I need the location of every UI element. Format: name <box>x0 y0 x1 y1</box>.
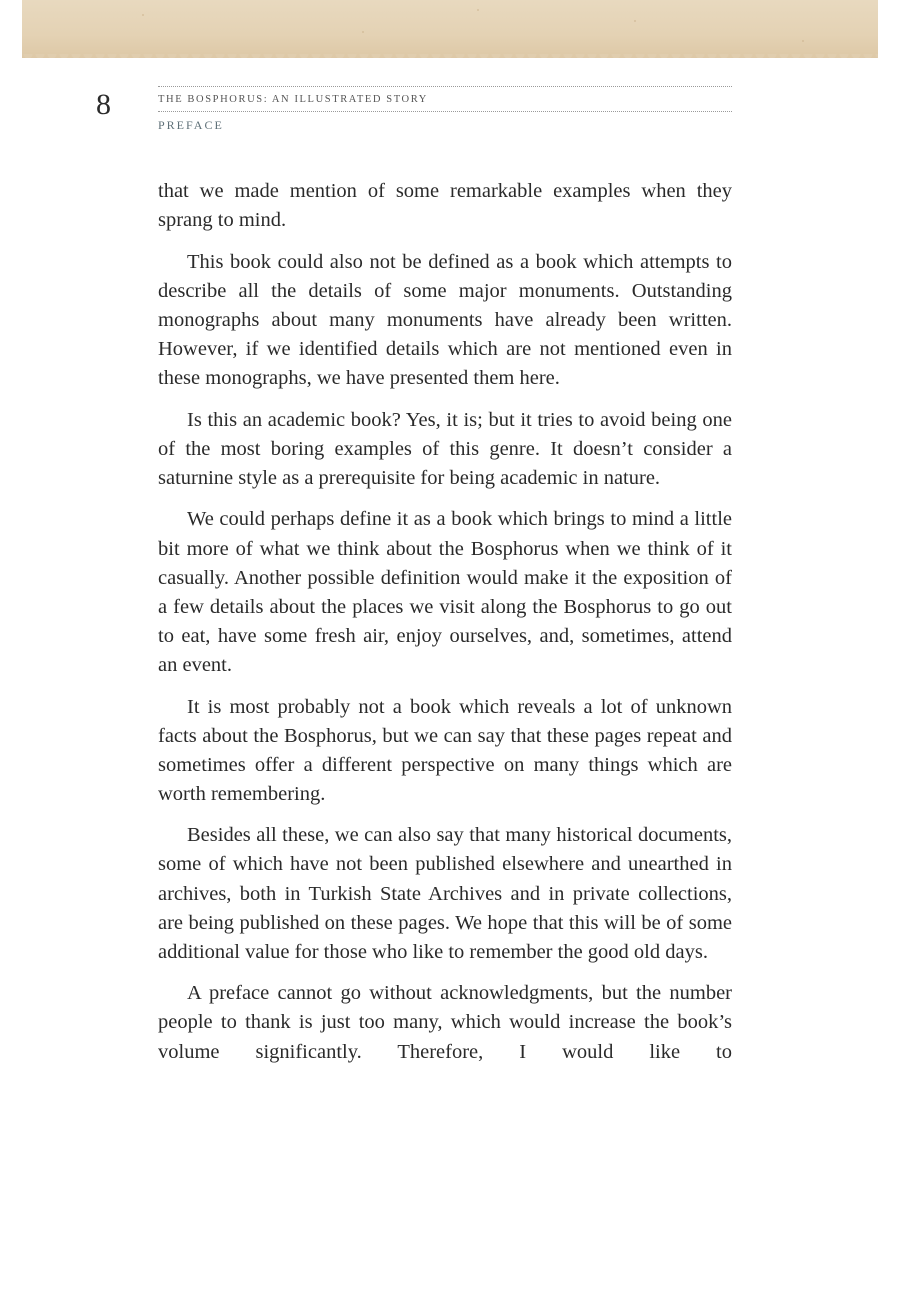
body-text <box>158 177 732 1079</box>
decorative-paper-band <box>22 0 878 58</box>
section-title: PREFACE <box>158 117 224 132</box>
paragraph: Is this an academic book? Yes, it is; but it tries to avoid being one of the most boring examples of this genre. It doesn’t consider a saturnine style as a prerequisite for being academic in nature. <box>158 408 732 489</box>
paragraph: that we made mention of some remarkable examples when they sprang to mind. <box>158 180 732 232</box>
paragraph: A preface cannot go without acknowledgments, but the number people to thank is just too many, which would increase the book’s volume significantly. Therefore, I would like to <box>158 982 732 1063</box>
paragraph: This book could also not be defined as a book which attempts to describe all the details of some major monuments. Outstanding monographs about many monuments have already been written. However, if we identified details which are not mentioned even in these monographs, we have presented them here. <box>158 250 732 390</box>
running-title: THE BOSPHORUS: AN ILLUSTRATED STORY <box>158 94 428 105</box>
paragraph: Besides all these, we can also say that many historical documents, some of which have not been published elsewhere and unearthed in archives, both in Turkish State Archives and in private collections, are being published on these pages. We hope that this will be of some additional value for those who like to remember the good old days. <box>158 824 732 963</box>
page-number: 8 <box>96 88 111 121</box>
paragraph: It is most probably not a book which reveals a lot of unknown facts about the Bosphorus, but we can say that these pages repeat and sometimes offer a different perspective on many things which are worth remembering. <box>158 695 732 805</box>
paragraph: We could perhaps define it as a book which brings to mind a little bit more of what we think about the Bosphorus when we think of it casually. Another possible definition would make it the exposition of a few details about the places we visit along the Bosphorus to go out to eat, have some fresh air, enjoy ourselves, and, sometimes, attend an event. <box>158 508 732 676</box>
page-header <box>158 86 732 131</box>
